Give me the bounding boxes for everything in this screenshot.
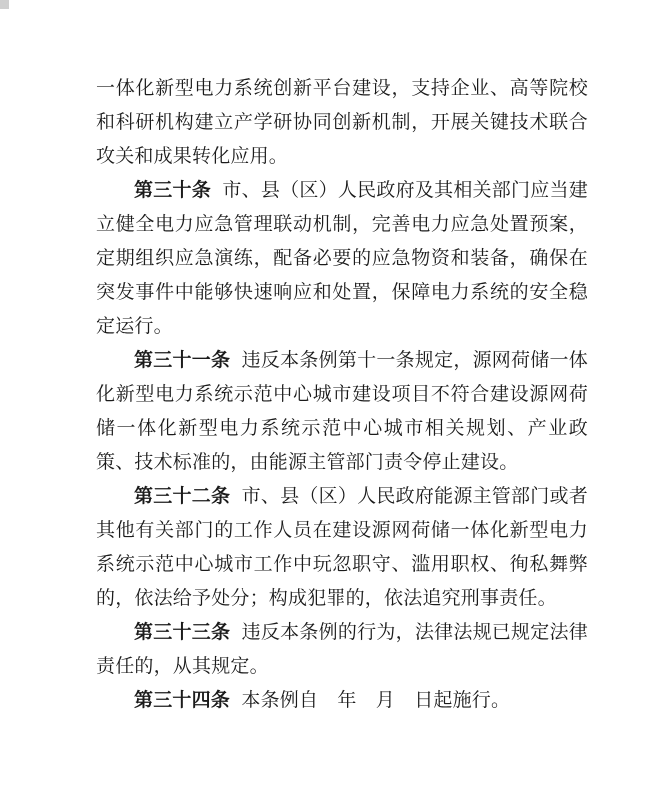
paragraph-text: 一体化新型电力系统创新平台建设，支持企业、高等院校和科研机构建立产学研协同创新机制，开展关键技术联合攻关和成果转化应用。 [96,78,588,167]
scrollbar-corner [0,0,9,9]
paragraph-article-30 [96,174,588,344]
article-number: 第三十条 [134,180,211,201]
paragraph-text: 违反本条例第十一条规定，源网荷储一体化新型电力系统示范中心城市建设项目不符合建设源网荷储一体化新型电力系统示范中心城市相关规划、产业政策、技术标准的，由能源主管部门责令停止建设。 [96,350,588,473]
article-number: 第三十二条 [134,486,231,507]
paragraph-text: 市、县（区）人民政府能源主管部门或者其他有关部门的工作人员在建设源网荷储一体化新型电力系统示范中心城市工作中玩忽职守、滥用职权、徇私舞弊的，依法给予处分；构成犯罪的，依法追究刑事责任。 [96,486,588,609]
article-number: 第三十三条 [134,622,231,643]
paragraph-text: 违反本条例的行为，法律法规已规定法律责任的，从其规定。 [96,622,588,677]
paragraph-article-31 [96,344,588,480]
article-number: 第三十四条 [134,690,231,711]
paragraph-continuation [96,72,588,174]
paragraph-text: 本条例自 年 月 日起施行。 [241,690,511,711]
article-number: 第三十一条 [134,350,231,371]
paragraph-article-34 [96,684,588,718]
paragraph-article-32 [96,480,588,616]
document-body [96,72,588,718]
paragraph-article-33 [96,616,588,684]
paragraph-text: 市、县（区）人民政府及其相关部门应当建立健全电力应急管理联动机制，完善电力应急处置预案，定期组织应急演练，配备必要的应急物资和装备，确保在突发事件中能够快速响应和处置，保障电力系统的安全稳定运行。 [96,180,588,337]
